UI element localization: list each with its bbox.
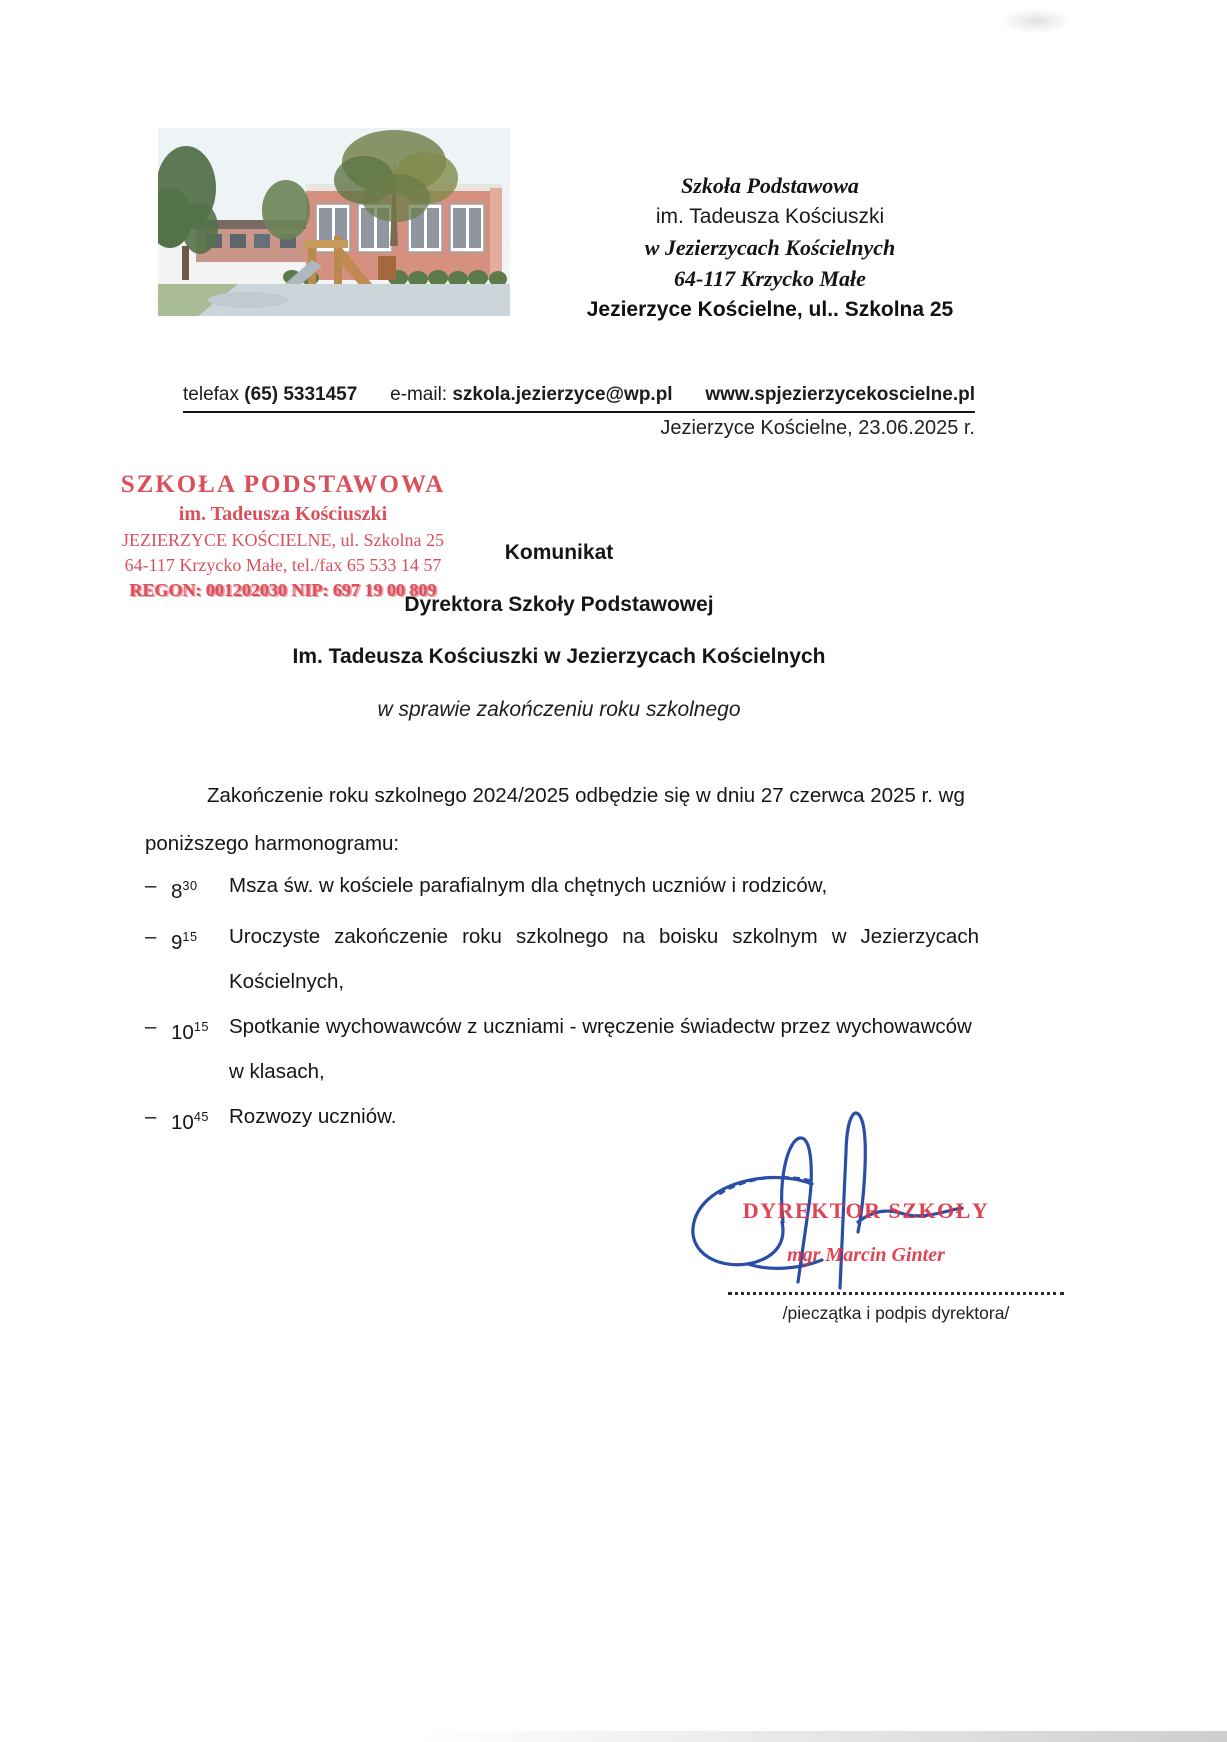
schedule-item-1: [145, 863, 979, 914]
intro-paragraph: Zakończenie roku szkolnego 2024/2025 odbędzie się w dniu 27 czerwca 2025 r. wg poniższego harmonogramu:: [145, 784, 965, 855]
time-hour: 10: [171, 1020, 194, 1044]
signature-caption: /pieczątka i podpis dyrektora/: [782, 1303, 1010, 1323]
time-minutes: 45: [193, 1108, 209, 1124]
director-stamp-title: DYREKTOR SZKOŁY: [742, 1198, 990, 1223]
scan-edge-artifact: [420, 1731, 1227, 1742]
bullet-dash: –: [145, 1014, 157, 1038]
telefax: [183, 384, 357, 406]
schedule-item-2: [145, 914, 979, 1004]
director-stamp-name: mgr Marcin Ginter: [787, 1244, 945, 1266]
letterhead-town: w Jezierzycach Kościelnych: [644, 235, 896, 260]
schedule-text: Spotkanie wychowawców z uczniami - wręczenie świadectw przez wychowawców w klasach,: [229, 1014, 972, 1083]
bullet-dash: –: [145, 1104, 157, 1128]
email-address: szkola.jezierzyce@wp.pl: [452, 384, 673, 405]
letterhead-street: Jezierzyce Kościelne, ul.. Szkolna 25: [586, 298, 954, 321]
email: [390, 384, 673, 406]
letterhead-school-name: Szkoła Podstawowa: [681, 173, 859, 198]
time-hour: 9: [171, 930, 183, 954]
time-hour: 8: [171, 879, 183, 903]
letterhead: [545, 170, 995, 326]
website-url: www.spjezierzycekoscielne.pl: [705, 384, 975, 405]
stamp-regon-nip: REGON: 001202030 NIP: 697 19 00 809: [129, 580, 437, 600]
schedule-text: Rozwozy uczniów.: [229, 1104, 397, 1128]
scan-smudge: [1000, 8, 1072, 34]
email-label: e-mail:: [390, 384, 448, 405]
schedule-item-3: [145, 1004, 979, 1094]
communique-heading: [145, 541, 973, 722]
time-minutes: 15: [182, 928, 198, 944]
telefax-number: (65) 5331457: [244, 384, 358, 405]
time-minutes: 30: [182, 878, 198, 893]
bullet-dash: –: [145, 874, 157, 897]
letterhead-postal: 64-117 Krzycko Małe: [674, 266, 866, 291]
handwritten-signature: [652, 1082, 992, 1302]
heading-school: Im. Tadeusza Kościuszki w Jezierzycach Kościelnych: [292, 645, 826, 668]
schedule-time: [171, 914, 229, 965]
school-photo: [158, 128, 510, 316]
bullet-dash: –: [145, 924, 157, 948]
heading-subject: w sprawie zakończeniu roku szkolnego: [377, 698, 741, 721]
heading-issuer: Dyrektora Szkoły Podstawowej: [404, 593, 714, 616]
schedule-time: [171, 1004, 229, 1055]
letterhead-patron: im. Tadeusza Kościuszki: [655, 205, 885, 228]
schedule-time: [171, 863, 229, 914]
time-hour: 10: [171, 1110, 194, 1134]
stamp-patron: im. Tadeusza Kościuszki: [178, 503, 388, 525]
website: [705, 384, 975, 406]
schedule-text: Msza św. w kościele parafialnym dla chętnych uczniów i rodziców,: [229, 874, 828, 897]
stamp-school-name: SZKOŁA PODSTAWOWA: [120, 471, 446, 498]
signature-dotted-line: [728, 1276, 1064, 1295]
time-minutes: 15: [193, 1018, 209, 1034]
contact-line: [183, 384, 975, 413]
stamp-address: JEZIERZYCE KOŚCIELNE, ul. Szkolna 25: [122, 530, 444, 550]
heading-title: Komunikat: [504, 541, 614, 564]
schedule-time: [171, 1094, 229, 1145]
telefax-label: telefax: [183, 384, 239, 405]
stamp-postal-phone: 64-117 Krzycko Małe, tel./fax 65 533 14 57: [124, 555, 442, 575]
place-date-line: Jezierzyce Kościelne, 23.06.2025 r.: [660, 417, 975, 439]
schedule-text: Uroczyste zakończenie roku szkolnego na boisku szkolnym w Jezierzycach Kościelnych,: [229, 924, 979, 993]
